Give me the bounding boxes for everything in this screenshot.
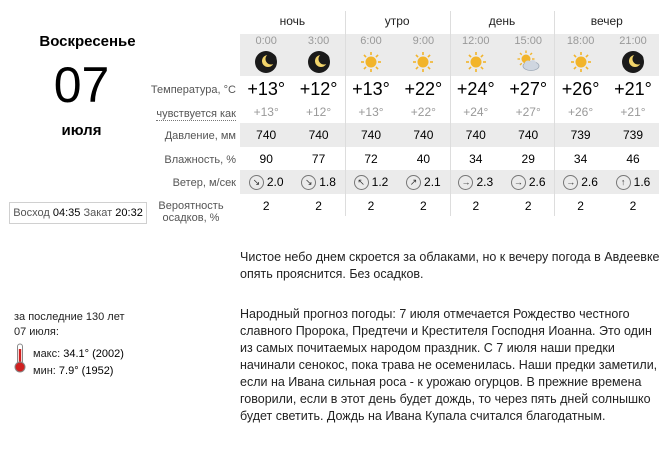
wind-value [345, 175, 397, 190]
wind-speed: 2.6 [581, 175, 598, 189]
sun-icon [358, 49, 384, 75]
sunrise-time: 04:35 [52, 207, 81, 219]
feels-label-text[interactable]: чувствуется как [156, 108, 236, 120]
pressure-value: 740 [465, 128, 486, 142]
forecast-description: Чистое небо днем скроется за облаками, но к вечеру погода в Авдеевке опять прояснится. Без осадков. [240, 250, 660, 281]
sunrise-label: Восход [13, 207, 50, 219]
feels-like-value: +12° [306, 105, 332, 119]
hour-label: 3:00 [307, 35, 330, 47]
humidity-value: 34 [573, 152, 588, 166]
temperature-value: +21° [614, 79, 652, 99]
temperature-value: +26° [561, 79, 600, 99]
wind-speed: 2.1 [424, 175, 441, 189]
precip-value: 2 [524, 199, 532, 213]
precip-value: 2 [315, 199, 322, 213]
feels-like-value: +13° [358, 105, 384, 119]
temperature-value: +24° [456, 79, 495, 99]
history-min-value: 7.9° [58, 365, 79, 377]
humidity-row-label: Влажность, % [164, 154, 236, 166]
wind-direction-icon: → [458, 175, 473, 190]
hour-label: 21:00 [619, 35, 647, 47]
folk-forecast-title: Народный прогноз погоды: [240, 307, 396, 321]
humidity-value: 46 [626, 152, 640, 166]
temperature-value: +13° [352, 79, 390, 99]
temperature-value: +22° [404, 79, 443, 99]
history-values [33, 346, 124, 380]
period-header: вечер [590, 14, 623, 28]
humidity-value: 40 [416, 152, 431, 166]
folk-forecast [240, 306, 660, 425]
hour-label: 18:00 [566, 35, 595, 47]
hour-label: 12:00 [462, 35, 490, 47]
hour-label: 15:00 [514, 35, 542, 47]
wind-value [397, 175, 449, 190]
history-block [14, 310, 125, 340]
day-number: 07 [53, 57, 110, 113]
humidity-value: 29 [521, 152, 535, 166]
precip-value: 2 [472, 199, 480, 213]
sunset-time: 20:32 [115, 207, 143, 219]
wind-speed: 1.8 [319, 175, 336, 189]
thermometer-icon [14, 343, 26, 378]
hour-label: 6:00 [360, 35, 382, 47]
moon-icon [620, 49, 646, 75]
feels-row-label[interactable] [150, 108, 236, 120]
history-max-label: макс: [33, 348, 61, 360]
temperature-row-label: Температура, °C [150, 84, 236, 96]
pressure-value: 740 [256, 128, 277, 142]
temperature-value: +27° [509, 79, 548, 99]
wind-direction-icon: ↘ [301, 175, 316, 190]
precip-value: 2 [420, 199, 427, 213]
wind-speed: 2.3 [476, 175, 494, 189]
pressure-value: 739 [570, 128, 591, 142]
moon-icon [306, 49, 332, 75]
feels-like-value: +21° [620, 105, 646, 119]
feels-like-value: +22° [410, 105, 436, 119]
history-date: 07 июля: [14, 326, 59, 338]
wind-row-label: Ветер, м/сек [172, 177, 236, 189]
pressure-value: 739 [622, 128, 643, 142]
period-header: утро [384, 14, 410, 28]
feels-like-value: +26° [568, 105, 594, 119]
wind-value [607, 175, 659, 190]
wind-direction-icon: ↑ [616, 175, 631, 190]
period-header: день [488, 14, 516, 28]
sun-icon [410, 49, 436, 75]
precip-value: 2 [629, 199, 637, 213]
wind-direction-icon: ↘ [249, 175, 264, 190]
pressure-row-label: Давление, мм [164, 130, 236, 142]
period-header: ночь [279, 14, 306, 28]
wind-speed: 1.2 [371, 175, 389, 189]
history-max-value: 34.1° [63, 348, 90, 360]
pressure-value: 740 [413, 128, 434, 142]
precip-value: 2 [367, 199, 375, 213]
humidity-value: 90 [259, 152, 273, 166]
sunset-label: Закат [83, 207, 113, 219]
sun-icon [568, 49, 594, 75]
temperature-value: +13° [247, 79, 286, 99]
feels-like-value: +27° [515, 105, 541, 119]
moon-icon [253, 49, 279, 75]
pressure-value: 740 [518, 128, 539, 142]
wind-speed: 1.6 [633, 175, 651, 189]
wind-direction-icon: → [563, 175, 578, 190]
month-name: июля [61, 122, 102, 139]
precip-value: 2 [577, 199, 584, 213]
wind-value [554, 175, 606, 190]
hour-label: 0:00 [255, 35, 277, 47]
pressure-value: 740 [308, 128, 329, 142]
history-min-label: мин: [33, 365, 56, 377]
sun-icon [463, 49, 489, 75]
wind-speed: 2.6 [528, 175, 546, 189]
wind-value [450, 175, 502, 190]
wind-direction-icon: ↖ [354, 175, 369, 190]
humidity-value: 34 [469, 152, 483, 166]
feels-like-value: +13° [253, 105, 279, 119]
history-header: за последние 130 лет [14, 311, 125, 323]
precip-row-label: Вероятность осадков, % [158, 200, 224, 224]
wind-direction-icon: → [511, 175, 526, 190]
feels-like-value: +24° [463, 105, 489, 119]
history-max-year: (2002) [92, 348, 124, 360]
precip-value: 2 [262, 199, 270, 213]
pressure-value: 740 [360, 128, 381, 142]
day-name: Воскресенье [39, 33, 136, 50]
humidity-value: 77 [311, 152, 326, 166]
temperature-value: +12° [299, 79, 338, 99]
wind-speed: 2.0 [266, 175, 284, 189]
wind-value [292, 175, 344, 190]
hour-label: 9:00 [412, 35, 435, 47]
wind-value [502, 175, 554, 190]
history-min-year: (1952) [81, 365, 114, 377]
humidity-value: 72 [364, 152, 378, 166]
sun-cloud-icon [515, 49, 541, 75]
wind-direction-icon: ↗ [406, 175, 421, 190]
wind-value [240, 175, 292, 190]
folk-forecast-text: 7 июля отмечается Рождество честного славного Пророка, Предтечи и Крестителя Господня Иоанна. Это один из самых почитаемых народом праздник. С 7 июля наши предки начинали сенокос, пока трава не осеменилась. Наши предки заметили, если на Ивана сильная роса - к урожаю огурцов. В прежние времена говорили, если в этот день будет дождь, то через пять дней солнышко будет светить. Дождь на Ивана Купала считался благодатным. [240, 307, 658, 423]
sunrise-sunset-box [9, 202, 147, 224]
